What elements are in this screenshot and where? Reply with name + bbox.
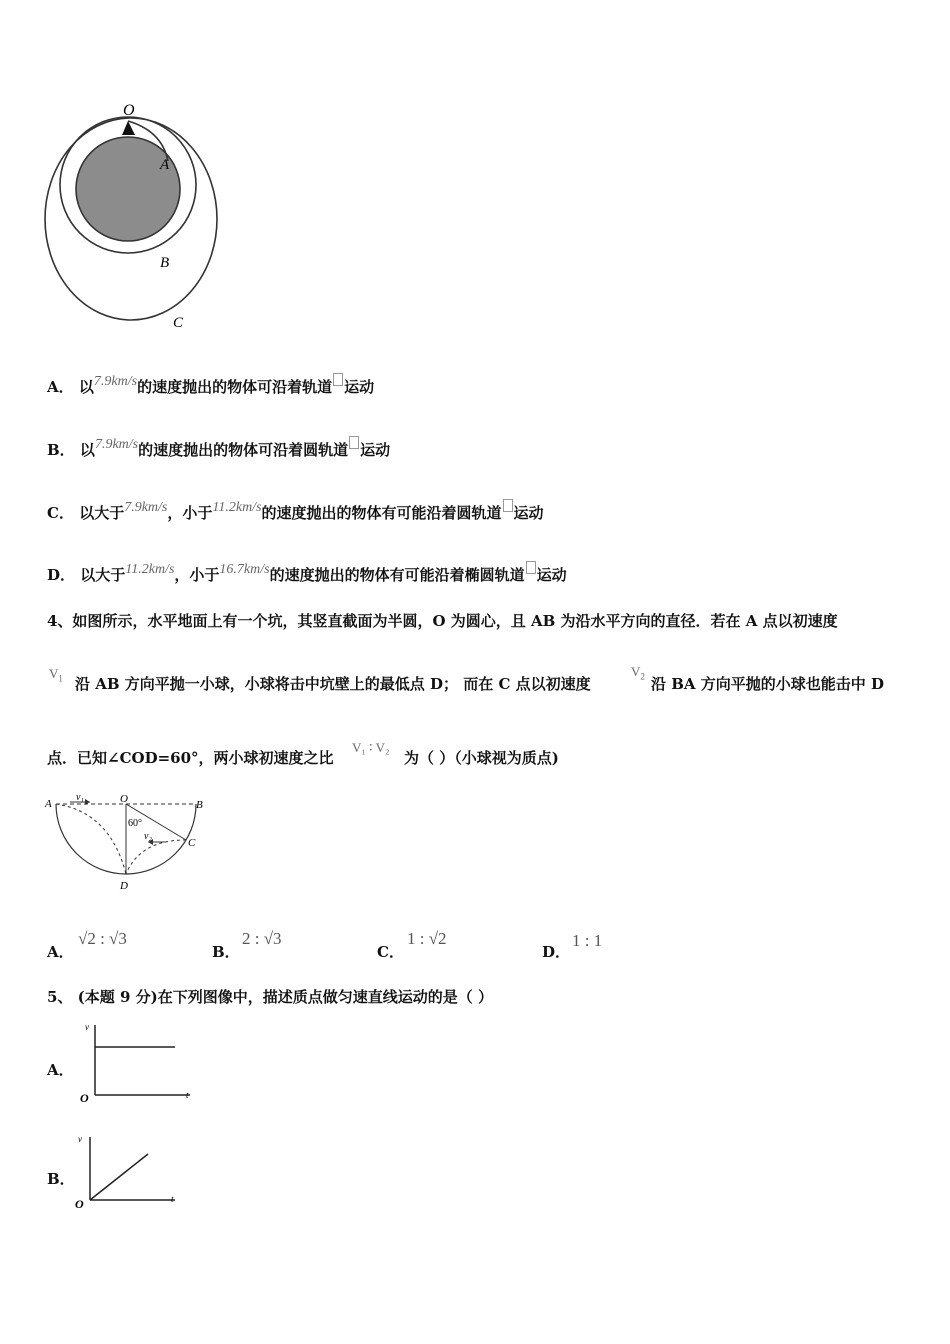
q3-option-a[interactable]: A． 以7.9km/s的速度抛出的物体可沿着轨道 运动 (47, 374, 375, 396)
q4-stem-line3b: 为（ ）（小球视为质点) (404, 749, 559, 767)
missing-glyph-icon (503, 499, 513, 512)
origin-label: O (80, 1091, 89, 1105)
orbit-figure (40, 95, 230, 335)
axis-v-label: v (85, 1022, 89, 1032)
fig-label-a: A (45, 798, 52, 810)
q3-option-d[interactable]: D． 以大于11.2km/s，小于16.7km/s的速度抛出的物体有可能沿着椭圆轨道 运动 (47, 562, 567, 584)
q4-stem-line1: 4、如图所示，水平地面上有一个坑，其竖直截面为半圆，O 为圆心，且 AB 为沿水平方向的直径．若在 A 点以初速度 (47, 612, 838, 630)
missing-glyph-icon (333, 373, 343, 386)
missing-glyph-icon (349, 436, 359, 449)
q5-graph-a (75, 1020, 200, 1105)
fig-label-d: D (120, 880, 128, 892)
q4-stem-line3a: 点．已知∠COD=60°，两小球初速度之比 (47, 749, 334, 767)
fig-label-c: C (188, 837, 196, 849)
q4-stem-line2b: 沿 BA 方向平抛的小球也能击中 D (651, 675, 884, 693)
fig-label-v1: v₁ (76, 792, 84, 803)
missing-glyph-icon (526, 561, 536, 574)
q4-stem-line2a: 沿 AB 方向平抛一小球，小球将击中坑壁上的最低点 D； 而在 C 点以初速度 (75, 675, 591, 693)
v1-symbol: $V_1$ (49, 666, 63, 684)
q3-option-b[interactable]: B． 以7.9km/s的速度抛出的物体可沿着圆轨道 运动 (47, 437, 391, 459)
q3-option-c[interactable]: C． 以大于7.9km/s，小于11.2km/s的速度抛出的物体有可能沿着圆轨道 运动 (47, 500, 544, 522)
axis-t-label: t (186, 1090, 189, 1100)
axis-t-label: t (171, 1194, 174, 1204)
q5-stem: 5、 (本题 9 分)在下列图像中，描述质点做匀速直线运动的是（ ） (47, 988, 493, 1006)
axis-v-label: v (78, 1134, 82, 1144)
ratio-v1-v2: V₁ ∶ V₂ (352, 740, 390, 755)
pit-figure (40, 790, 215, 895)
fig-label-o: O (120, 793, 128, 805)
fig-label-v2: v₂ (144, 831, 152, 842)
label-a: A (160, 157, 170, 173)
fig-label-angle: 60° (128, 818, 142, 829)
label-o: O (123, 102, 135, 119)
label-c: C (173, 315, 184, 331)
q5-graph-b (72, 1132, 187, 1217)
label-b: B (160, 255, 170, 271)
fig-label-b: B (196, 799, 203, 811)
v2-symbol: $V_2$ (631, 664, 645, 682)
origin-label: O (75, 1197, 84, 1211)
